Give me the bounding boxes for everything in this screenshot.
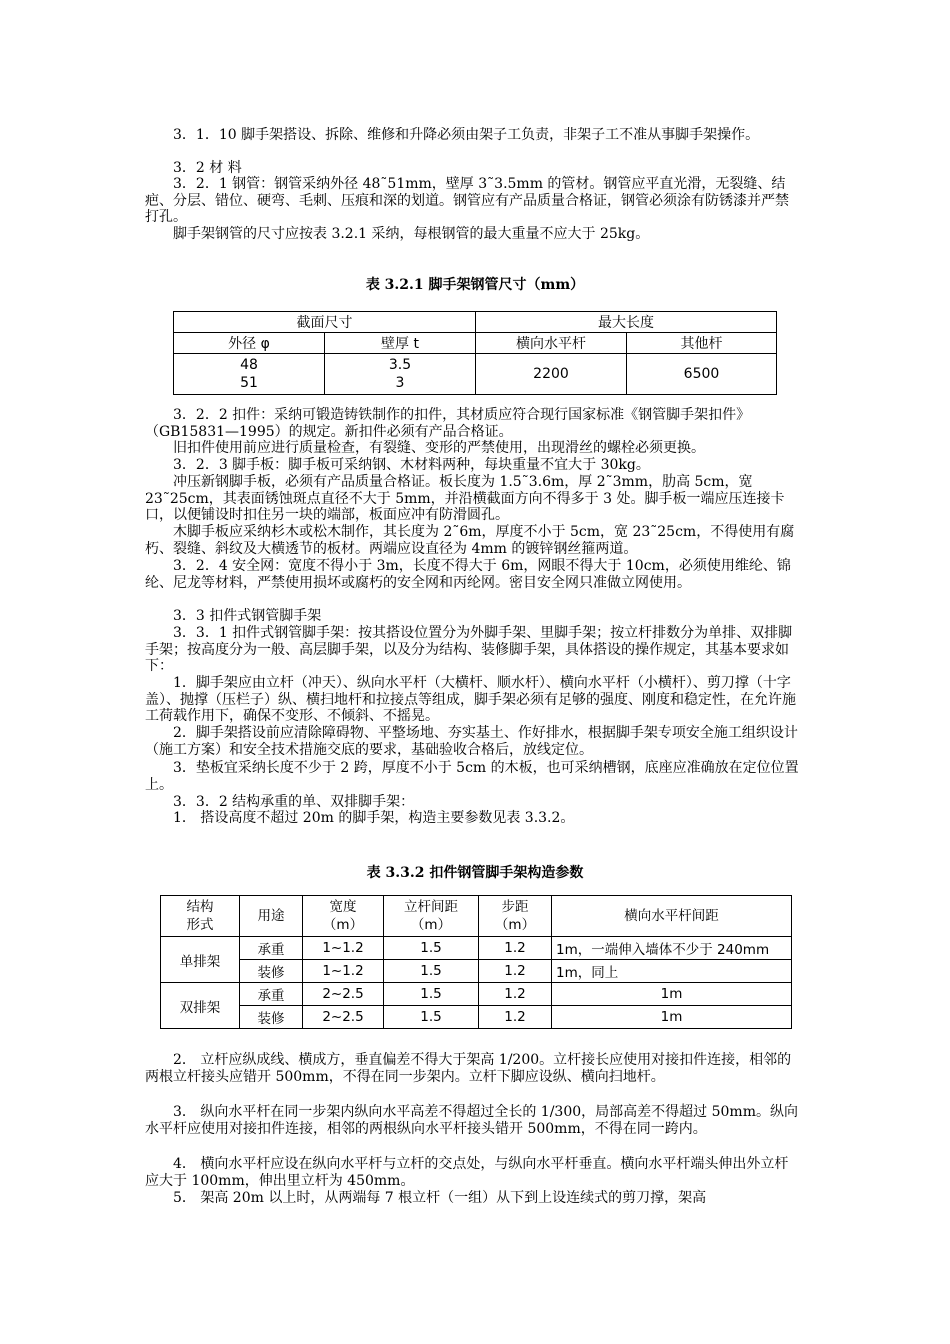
header-horizontal-spacing: 横向水平杆间距 — [552, 896, 792, 937]
paragraph-3-2-3: 3．2．3 脚手板：脚手板可采纳钢、木材料两种，每块重量不宜大于 30kg。 — [173, 457, 650, 473]
cell-usage: 装修 — [240, 960, 303, 983]
paragraph-3-3-2: 3．3．2 结构承重的单、双排脚手架： — [173, 794, 415, 810]
cell-step: 1.2 — [479, 983, 552, 1006]
paragraph-item-3b: 3． 纵向水平杆在同一步架内纵向水平高差不得超过全长的 1/300，局部高差不得超过 50mm。纵向水平杆应使用对接扣件连接，相邻的两根纵向水平杆接头错开 500mm，不得在同一跨内。 — [145, 1104, 798, 1137]
heading-3-3: 3．3 扣件式钢管脚手架 — [173, 608, 322, 624]
paragraph-3-1-10: 3．1．10 脚手架搭设、拆除、维修和升降必须由架子工负责，非架子工不准从事脚手架操作。 — [173, 127, 760, 143]
steel-tube-size-table — [173, 311, 777, 395]
cell-usage: 承重 — [240, 937, 303, 960]
group-header-section-size: 截面尺寸 — [174, 312, 476, 333]
col-header-outer-diameter: 外径 φ — [174, 333, 325, 354]
cell-width: 1~1.2 — [303, 937, 384, 960]
paragraph-wood-board: 木脚手板应采纳杉木或松木制作，其长度为 2˜6m，厚度不小于 5cm，宽 23˜25cm，不得使用有腐朽、裂缝、斜纹及大横透节的板材。两端应设直径为 4mm 的镀锌钢丝箍两道。 — [145, 524, 795, 557]
group-header-max-length: 最大长度 — [476, 312, 777, 333]
header-structure-type: 结构 形式 — [161, 896, 240, 937]
scaffold-params-table — [160, 895, 792, 1029]
paragraph-steel-size: 脚手架钢管的尺寸应按表 3.2.1 采纳，每根钢管的最大重量不应大于 25kg。 — [173, 226, 650, 242]
col-header-wall-thickness: 壁厚 t — [325, 333, 476, 354]
cell-usage: 承重 — [240, 983, 303, 1006]
cell-horizontal-spacing: 1m，同上 — [552, 960, 792, 983]
paragraph-old-fastener: 旧扣件使用前应进行质量检查，有裂缝、变形的严禁使用，出现滑丝的螺栓必须更换。 — [173, 440, 705, 456]
cell-horizontal-spacing: 1m，一端伸入墙体不少于 240mm — [552, 937, 792, 960]
header-pole-spacing: 立杆间距 （m） — [384, 896, 479, 937]
cell-outer-diameter — [174, 354, 325, 395]
cell-horizontal-spacing: 1m — [552, 983, 792, 1006]
cell-pole-spacing: 1.5 — [384, 960, 479, 983]
cell-width: 2~2.5 — [303, 983, 384, 1006]
outer-diameter-value: 48 — [240, 357, 258, 373]
paragraph-item-3: 3．垫板宜采纳长度不少于 2 跨，厚度不小于 5cm 的木板，也可采纳槽钢，底座应准确放在定位位置上。 — [145, 760, 799, 793]
cell-step: 1.2 — [479, 1006, 552, 1029]
cell-wall-thickness — [325, 354, 476, 395]
paragraph-3-2-4: 3．2．4 安全网：宽度不得小于 3m，长度不得大于 6m，网眼不得大于 10cm，必须使用维纶、锦纶、尼龙等材料，严禁使用损坏或腐朽的安全网和丙纶网。密目安全网只准做立网使用。 — [145, 558, 791, 591]
paragraph-3-3-1: 3．3．1 扣件式钢管脚手架：按其搭设位置分为外脚手架、里脚手架；按立杆排数分为单排、双排脚手架；按高度分为一般、高层脚手架，以及分为结构、装修脚手架，具体搭设的操作规定，其基本要求如下： — [145, 625, 793, 674]
cell-usage: 装修 — [240, 1006, 303, 1029]
cell-width: 1~1.2 — [303, 960, 384, 983]
header-width: 宽度 （m） — [303, 896, 384, 937]
cell-other-bar: 6500 — [627, 354, 777, 395]
cell-step: 1.2 — [479, 960, 552, 983]
header-step: 步距 （m） — [479, 896, 552, 937]
col-header-horizontal-bar: 横向水平杆 — [476, 333, 627, 354]
wall-thickness-value: 3.5 — [388, 357, 412, 373]
table-2-caption: 表 3.3.2 扣件钢管脚手架构造参数 — [366, 865, 584, 881]
cell-horizontal-bar: 2200 — [476, 354, 627, 395]
header-usage: 用途 — [240, 896, 303, 937]
wall-thickness-value: 3 — [395, 375, 405, 391]
paragraph-item-2: 2．脚手架搭设前应清除障碍物、平整场地、夯实基土、作好排水，根据脚手架专项安全施工组织设计（施工方案）和安全技术措施交底的要求，基础验收合格后，放线定位。 — [145, 725, 798, 758]
group-single-row: 单排架 — [161, 937, 240, 983]
table-1-caption: 表 3.2.1 脚手架钢管尺寸（mm） — [365, 277, 585, 293]
paragraph-item-5b: 5． 架高 20m 以上时，从两端每 7 根立杆（一组）从下到上设连续式的剪刀撑，架高 — [173, 1190, 707, 1206]
paragraph-3-2-1: 3．2．1 钢管：钢管采纳外径 48˜51mm，壁厚 3˜3.5mm 的管材。钢管应平直光滑，无裂缝、结疤、分层、错位、硬弯、毛刺、压痕和深的划道。钢管应有产品质量合格证，钢管必须涂有防锈漆并严禁打孔。 — [145, 176, 789, 225]
outer-diameter-value: 51 — [240, 375, 258, 391]
cell-step: 1.2 — [479, 937, 552, 960]
cell-pole-spacing: 1.5 — [384, 983, 479, 1006]
group-double-row: 双排架 — [161, 983, 240, 1029]
cell-pole-spacing: 1.5 — [384, 937, 479, 960]
paragraph-steel-board: 冲压新钢脚手板，必须有产品质量合格证。板长度为 1.5˜3.6m，厚 2˜3mm，肋高 5cm，宽 23˜25cm，其表面锈蚀斑点直径不大于 5mm，并沿横截面方向不得多于 3 处。脚手板一端应压连接卡口，以便铺设时扣住另一块的端部，板面应冲有防滑圆孔。 — [145, 474, 785, 523]
cell-width: 2~2.5 — [303, 1006, 384, 1029]
cell-horizontal-spacing: 1m — [552, 1006, 792, 1029]
paragraph-item-4b: 4． 横向水平杆应设在纵向水平杆与立杆的交点处，与纵向水平杆垂直。横向水平杆端头伸出外立杆应大于 100mm，伸出里立杆为 450mm。 — [145, 1156, 789, 1189]
paragraph-item-1b: 1． 搭设高度不超过 20m 的脚手架，构造主要参数见表 3.3.2。 — [173, 810, 575, 826]
col-header-other-bar: 其他杆 — [627, 333, 777, 354]
paragraph-item-1: 1．脚手架应由立杆（冲天）、纵向水平杆（大横杆、顺水杆）、横向水平杆（小横杆）、剪刀撑（十字盖）、抛撑（压栏子）纵、横扫地杆和拉接点等组成，脚手架必须有足够的强度、刚度和稳定性，在允许施工荷载作用下，确保不变形、不倾斜、不摇晃。 — [145, 675, 796, 724]
heading-3-2: 3．2 材 料 — [173, 160, 242, 176]
cell-pole-spacing: 1.5 — [384, 1006, 479, 1029]
paragraph-3-2-2: 3．2．2 扣件：采纳可锻造铸铁制作的扣件，其材质应符合现行国家标准《钢管脚手架扣件》（GB15831—1995）的规定。新扣件必须有产品合格证。 — [145, 407, 751, 440]
paragraph-item-2b: 2． 立杆应纵成线、横成方，垂直偏差不得大于架高 1/200。立杆接长应使用对接扣件连接，相邻的两根立杆接头应错开 500mm，不得在同一步架内。立杆下脚应设纵、横向扫地杆。 — [145, 1052, 792, 1085]
